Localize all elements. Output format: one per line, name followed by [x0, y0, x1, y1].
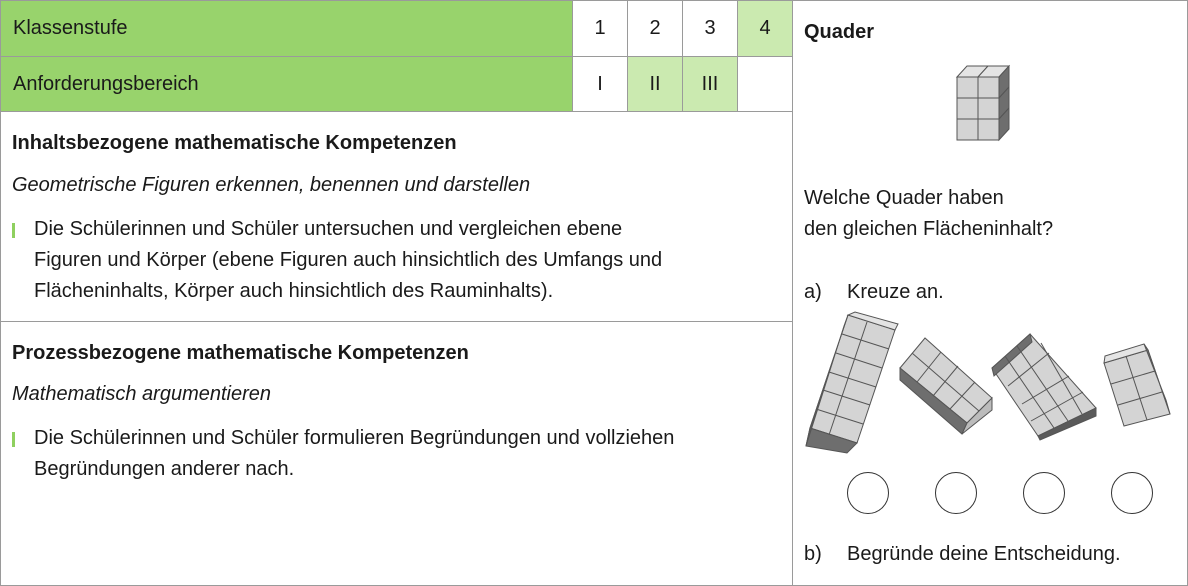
header-row-area	[0, 56, 573, 112]
grade-value: 3	[704, 17, 716, 39]
content-subtitle: Geometrische Figuren erkennen, benennen und darstellen	[12, 174, 531, 196]
answer-checkbox-2[interactable]	[935, 472, 977, 514]
task-question-line: Welche Quader haben	[804, 187, 1004, 209]
task-b-text: Begründe deine Entscheidung.	[847, 543, 1121, 565]
answer-checkbox-3[interactable]	[1023, 472, 1065, 514]
content-bullet-line: Figuren und Körper (ebene Figuren auch hinsichtlich des Umfangs und	[34, 249, 663, 271]
content-bullet-line: Flächeninhalts, Körper auch hinsichtlich des Rauminhalts).	[34, 280, 554, 302]
cuboid-option-4	[1104, 344, 1170, 426]
bullet-marker	[12, 432, 15, 447]
grade-value: 1	[594, 17, 606, 39]
content-competence-section	[0, 112, 792, 322]
answer-checkbox-4[interactable]	[1111, 472, 1153, 514]
grade-cell-3	[682, 0, 738, 57]
task-b-label: b)	[804, 543, 822, 565]
area-cell-4	[737, 56, 793, 112]
area-cell-2	[627, 56, 683, 112]
grade-value: 2	[649, 17, 661, 39]
column-divider	[792, 0, 793, 586]
task-question-line: den gleichen Flächeninhalt?	[804, 218, 1054, 240]
process-subtitle: Mathematisch argumentieren	[12, 383, 272, 405]
area-value: III	[701, 72, 719, 95]
cuboid-options-illustration	[800, 308, 1185, 458]
process-competence-section	[0, 322, 792, 584]
answer-checkbox-1[interactable]	[847, 472, 889, 514]
task-a-text: Kreuze an.	[847, 281, 944, 303]
grade-label: Klassenstufe	[13, 17, 128, 39]
example-cuboid	[957, 66, 1009, 140]
content-bullet-line: Die Schülerinnen und Schüler untersuchen und vergleichen ebene	[34, 218, 623, 240]
area-value: I	[597, 72, 603, 95]
process-bullet-line: Begründungen anderer nach.	[34, 458, 295, 480]
process-title: Prozessbezogene mathematische Kompetenzen	[12, 342, 469, 364]
process-bullet-line: Die Schülerinnen und Schüler formulieren Begründungen und vollziehen	[34, 427, 675, 449]
area-cell-3	[682, 56, 738, 112]
header-row-grade	[0, 0, 573, 57]
cuboid-option-1	[806, 312, 898, 453]
grade-value: 4	[759, 17, 771, 39]
grade-cell-2	[627, 0, 683, 57]
example-cuboid-illustration	[940, 60, 1030, 152]
area-value: II	[649, 72, 661, 95]
grade-cell-1	[572, 0, 628, 57]
bullet-marker	[12, 223, 15, 238]
area-label: Anforderungsbereich	[13, 73, 199, 95]
task-title: Quader	[804, 21, 875, 43]
cuboid-option-2	[900, 338, 992, 434]
content-title: Inhaltsbezogene mathematische Kompetenzen	[12, 132, 457, 154]
cuboid-option-3	[992, 334, 1096, 440]
area-cell-1	[572, 56, 628, 112]
task-a-label: a)	[804, 281, 822, 303]
grade-cell-4	[737, 0, 793, 57]
